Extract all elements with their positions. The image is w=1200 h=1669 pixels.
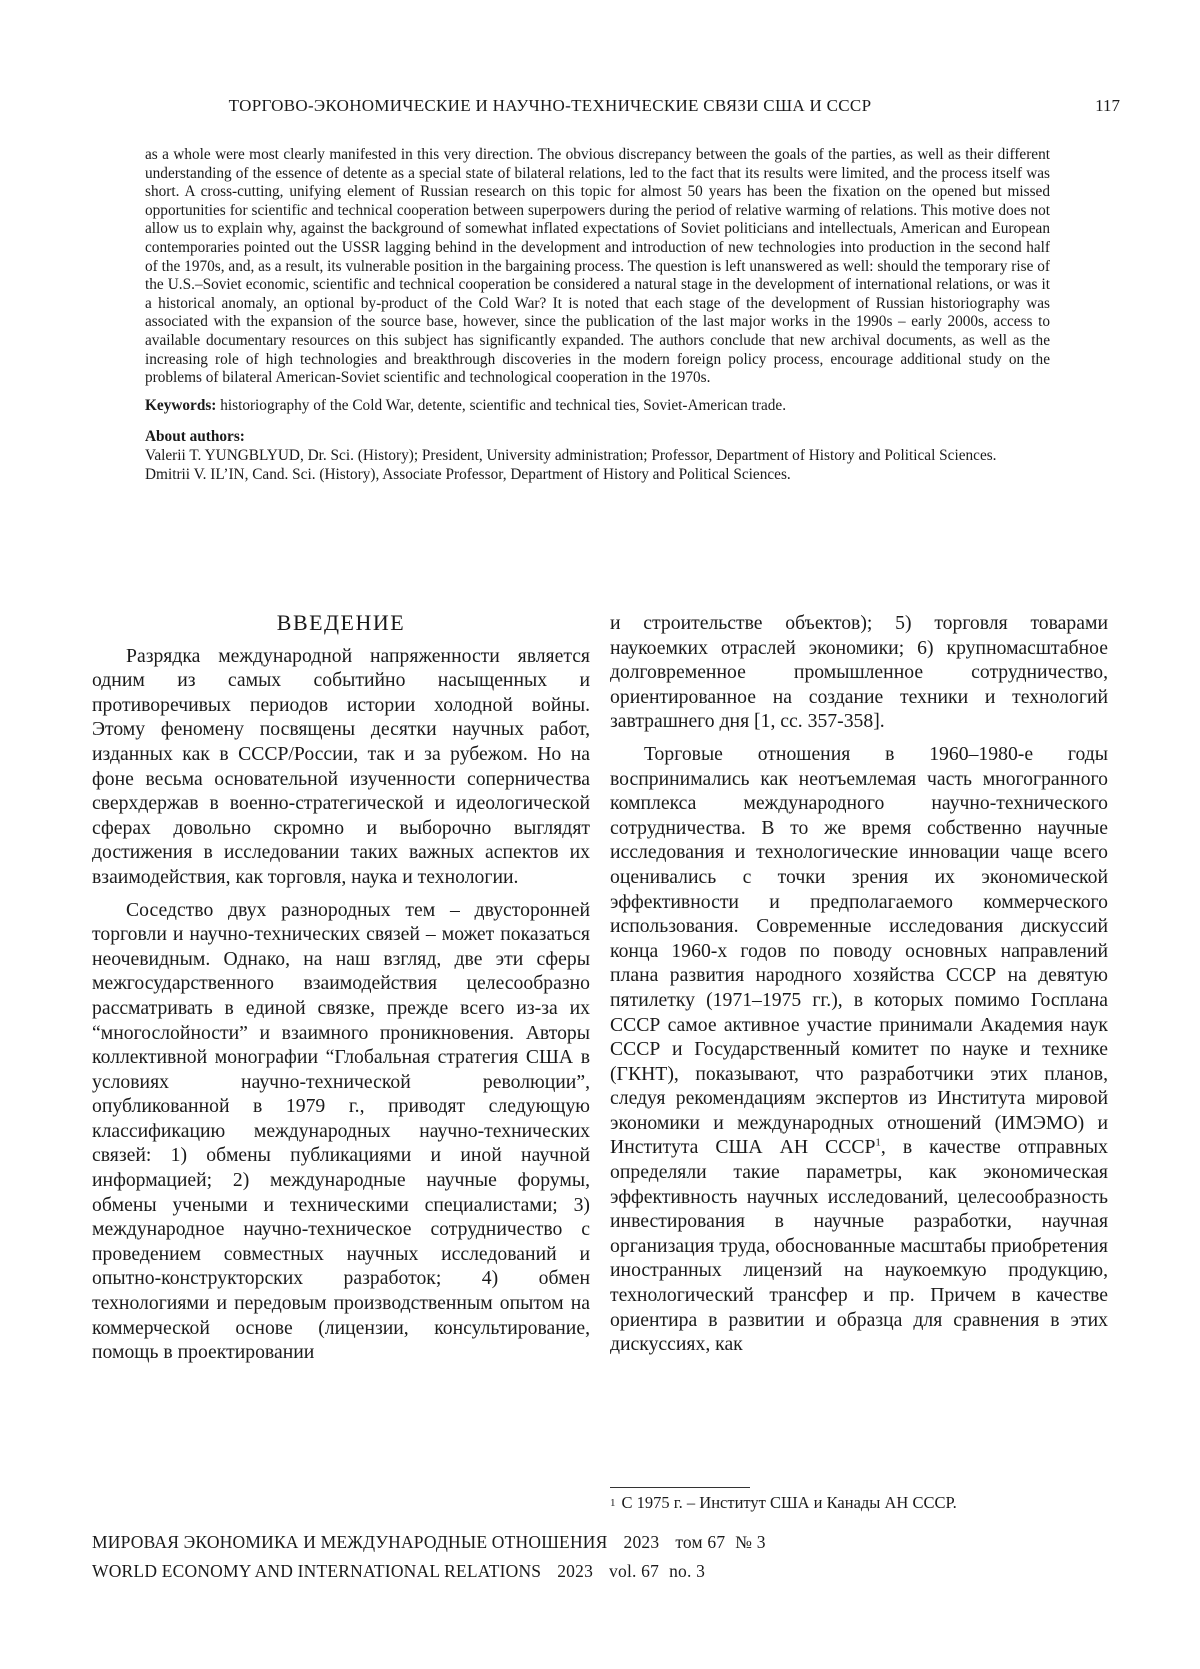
about-authors-label: About authors:: [145, 428, 245, 446]
right-paragraph-2-part-a: Торговые отношения в 1960–1980-е годы воспринимались как неотъемлемая часть многогранного комплекса международного научно-технического сотрудничества. В то же время собственно научные исследования и технологические инновации чаще всего оценивались с точки зрения их экономической эффективности и предполагаемого коммерческого использования. Современные исследования дискуссий конца 1960-х годов по поводу основных направлений плана развития народного хозяйства СССР на девятую пятилетку (1971–1975 гг.), в которых помимо Госплана СССР самое активное участие принимали Академия наук СССР и Государственный комитет по науке и технике (ГКНТ), показывают, что разработчики этих планов, следуя рекомендациям экспертов из Института мировой экономики и международных отношений (ИМЭМО) и Института США АН СССР: [610, 742, 1108, 1159]
right-paragraph-1: и строительстве объектов); 5) торговля товарами наукоемких отраслей экономики; 6) крупномасштабное долговременное промышленное сотрудничество, ориентированное на создание техники и технологий завтрашнего дня [1, сс. 357-358].: [610, 612, 1108, 733]
footnote-mark: 1: [610, 1497, 616, 1509]
journal-volume-ru: том 67: [675, 1532, 726, 1552]
running-title: ТОРГОВО-ЭКОНОМИЧЕСКИЕ И НАУЧНО-ТЕХНИЧЕСКИЕ СВЯЗИ США И СССР: [228, 96, 872, 115]
journal-line-en: [92, 1561, 705, 1582]
author-2: Dmitrii V. IL’IN, Cand. Sci. (History), Associate Professor, Department of History and Political Sciences.: [145, 465, 791, 483]
page-number: 117: [1095, 96, 1120, 115]
section-title: ВВЕДЕНИЕ: [276, 610, 406, 635]
right-paragraph-2: [610, 742, 1108, 1357]
journal-title-ru: МИРОВАЯ ЭКОНОМИКА И МЕЖДУНАРОДНЫЕ ОТНОШЕНИЯ: [92, 1532, 608, 1552]
right-paragraph-2-part-b: , в качестве отправных определяли такие параметры, как экономическая эффективность научных исследований, целесообразность инвестирования в научные разработки, научная организация труда, обоснованные масштабы приобретения иностранных лицензий на наукоемкую продукцию, технологический трансфер и пр. Причем в качестве ориентира в развитии и образца для сравнения в этих дискуссиях, как: [610, 1136, 1108, 1356]
journal-issue-en: no. 3: [669, 1561, 706, 1581]
footnote-text: С 1975 г. – Институт США и Канады АН СССР.: [621, 1493, 957, 1512]
left-paragraph-1: Разрядка международной напряженности является одним из самых событийно насыщенных и противоречивых периодов истории холодной войны. Этому феномену посвящены десятки научных работ, изданных как в СССР/России, так и за рубежом. Но на фоне весьма основательной изученности соперничества сверхдержав в военно-стратегической и идеологической сферах довольно скромно и выборочно выглядят достижения в исследовании таких важных аспектов их взаимодействия, как торговля, наука и технологии.: [92, 644, 590, 888]
footnote-divider: [610, 1487, 750, 1488]
left-paragraph-2: Соседство двух разнородных тем – двусторонней торговли и научно-технических связей – может показаться неочевидным. Однако, на наш взгляд, две эти сферы межгосударственного взаимодействия целесообразно рассматривать в единой связке, прежде всего из-за их “многослойности” и взаимного проникновения. Авторы коллективной монографии “Глобальная стратегия США в условиях научно-технической революции”, опубликованной в 1979 г., приводят следующую классификацию международных научно-технических связей: 1) обмены публикациями и иной научной информацией; 2) международные научные форумы, обмены учеными и техническими специалистами; 3) международное научно-техническое сотрудничество с проведением совместных научных исследований и опытно-конструкторских разработок; 4) обмен технологиями и передовым производственным опытом на коммерческой основе (лицензии, консультирование, помощь в проектировании: [92, 898, 590, 1364]
journal-year-en: 2023: [557, 1561, 594, 1581]
journal-line-ru: [92, 1532, 766, 1553]
right-column: [610, 611, 1108, 1357]
keywords-label: Keywords:: [145, 396, 217, 414]
journal-volume-en: vol. 67: [609, 1561, 660, 1581]
journal-issue-ru: № 3: [735, 1532, 766, 1552]
footnote-reference[interactable]: 1: [875, 1136, 881, 1149]
journal-year-ru: 2023: [623, 1532, 660, 1552]
author-1: Valerii T. YUNGBLYUD, Dr. Sci. (History); President, University administration; Professor, Department of History and Political Sciences.: [145, 446, 997, 464]
keywords-line: [145, 397, 1050, 416]
journal-title-en: WORLD ECONOMY AND INTERNATIONAL RELATIONS: [92, 1561, 542, 1581]
running-header: [120, 96, 1120, 120]
about-authors: [145, 428, 1050, 484]
abstract-block: [145, 146, 1050, 484]
abstract-text: as a whole were most clearly manifested in this very direction. The obvious discrepancy between the goals of the parties, as well as their different understanding of the essence of detente as a special state of bilateral relations, led to the fact that its results were limited, and the process itself was short. A cross-cutting, unifying element of Russian research on this topic for almost 50 years has been the fixation on the opened but missed opportunities for scientific and technical cooperation between superpowers during the period of relative warming of relations. This motive does not allow us to explain why, against the background of somewhat inflated expectations of Soviet politicians and intellectuals, American and European contemporaries pointed out the USSR lagging behind in the development and introduction of new technologies into production in the second half of the 1970s, and, as a result, its vulnerable position in the bargaining process. The question is left unanswered as well: should the temporary rise of the U.S.–Soviet economic, scientific and technical cooperation be considered a natural stage in the development of international relations, or was it a historical anomaly, an optional by-product of the Cold War? It is noted that each stage of the development of Russian historiography was associated with the expansion of the source base, however, since the publication of the last major works in the 1990s – early 2000s, access to available documentary resources on this subject has significantly expanded. The authors conclude that new archival documents, as well as the increasing role of high technologies and breakthrough discoveries in the modern foreign policy process, encourage additional study on the problems of bilateral American-Soviet scientific and technological cooperation in the 1970s.: [145, 146, 1050, 387]
keywords-text: historiography of the Cold War, detente, scientific and technical ties, Soviet-American trade.: [220, 396, 787, 414]
footnote: [610, 1493, 1110, 1513]
left-column: [92, 611, 590, 1365]
